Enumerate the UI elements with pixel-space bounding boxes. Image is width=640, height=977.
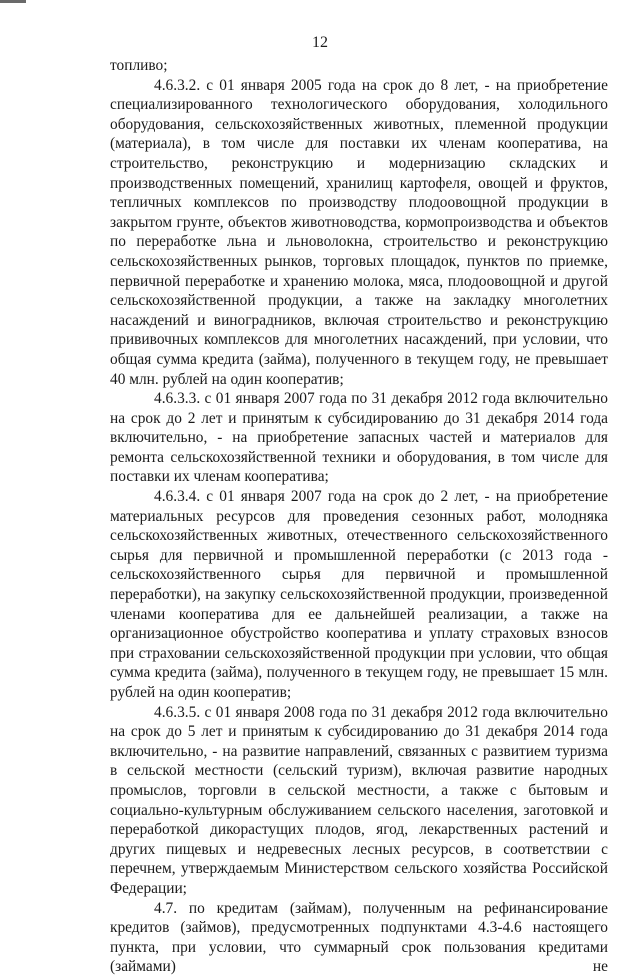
paragraph-4-6-3-5: 4.6.3.5. с 01 января 2008 года по 31 декабря 2012 года включительно на срок до 5 лет и принятым к субсидированию до 31 декабря 2014 года включительно, - на развитие направлений, связанных с развитием туризма в сельской местности (сельский туризм), включая развитие народных промыслов, торговли в сельской местности, а также с бытовым и социально-культурным обслуживанием сельского населения, заготовкой и переработкой дикорастущих плодов, ягод, лекарственных растений и других пищевых и недревесных лесных ресурсов, в соответствии с перечнем, утверждаемым Министерством сельского хозяйства Российской Федерации;: [110, 703, 608, 897]
paragraph-4-7: 4.7. по кредитам (займам), полученным на рефинансирование кредитов (займов), предусмотренных подпунктами 4.3-4.6 настоящего пункта, при условии, что суммарный срок пользования кредитами (займами) не: [110, 899, 608, 976]
paragraph-4-6-3-2: 4.6.3.2. с 01 января 2005 года на срок до 8 лет, - на приобретение специализированного технологического оборудования, холодильного оборудования, сельскохозяйственных животных, племенной продукции (материала), в том числе для поставки их членам кооператива, на строительство, реконструкцию и модернизацию складских и производственных помещений, хранилищ картофеля, овощей и фруктов, тепличных комплексов по производству плодоовощной продукции в закрытом грунте, объектов животноводства, кормопроизводства и объектов по переработке льна и льноволокна, строительство и реконструкцию сельскохозяйственных рынков, торговых площадок, пунктов по приемке, первичной переработке и хранению молока, мяса, плодоовощной и другой сельскохозяйственной продукции, а также на закладку многолетних насаждений и виноградников, включая строительство и реконструкцию прививочных комплексов для многолетних насаждений, при условии, что общая сумма кредита (займа), полученного в текущем году, не превышает 40 млн. рублей на один кооператив;: [110, 76, 608, 388]
paragraph-continuation: топливо;: [110, 57, 168, 74]
document-body: [110, 56, 608, 977]
paragraph-4-6-3-3: 4.6.3.3. с 01 января 2007 года по 31 декабря 2012 года включительно на срок до 2 лет и принятым к субсидированию до 31 декабря 2014 года включительно, - на приобретение запасных частей и материалов для ремонта сельскохозяйственной техники и оборудования, в том числе для поставки их членам кооператива;: [110, 390, 608, 486]
paragraph-4-6-3-4: 4.6.3.4. с 01 января 2007 года на срок до 2 лет, - на приобретение материальных ресурсов для проведения сезонных работ, молодняка сельскохозяйственных животных, отечественного сельскохозяйственного сырья для первичной и промышленной переработки (с 2013 года - сельскохозяйственного сырья для первичной и промышленной переработки), на закупку сельскохозяйственной продукции, произведенной членами кооператива для ее дальнейшей реализации, а также на организационное обустройство кооператива и уплату страховых взносов при страховании сельскохозяйственной продукции при условии, что общая сумма кредита (займа), полученного в текущем году, не превышает 15 млн. рублей на один кооператив;: [110, 488, 608, 701]
scan-corner-mark: [0, 0, 26, 3]
page-number: 12: [312, 34, 328, 51]
